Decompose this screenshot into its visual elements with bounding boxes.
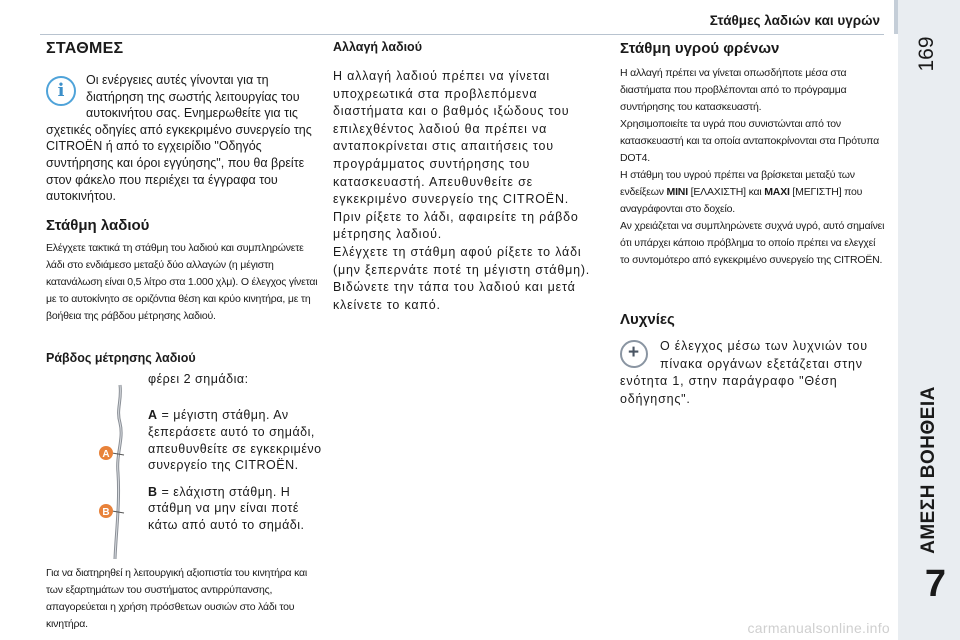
brake-p3-pre: Η στάθμη του υγρού πρέπει να βρίσκεται μεταξύ των ενδείξεων	[620, 169, 855, 198]
dipstick-illustration	[98, 383, 138, 563]
chapter-title-text: ΑΜΕΣΗ ΒΟΗΘΕΙΑ	[918, 386, 939, 554]
column-brake-lamps	[620, 40, 886, 408]
brake-p3-post: [ΜΕΓΙΣΤΗ] που αναγράφονται στο δοχείο.	[620, 186, 863, 215]
brake-paragraph-1: Η αλλαγή πρέπει να γίνεται οπωσδήποτε μέσα στα διαστήματα που προβλέπονται από το πρόγραμμα συντήρησης του κατασκευαστή.	[620, 67, 847, 113]
page-number: 169	[915, 36, 938, 72]
mark-b-letter: B	[148, 484, 158, 499]
oil-change-paragraph-1: Η αλλαγή λαδιού πρέπει να γίνεται υποχρεωτικά στα προβλεπόμενα διαστήματα και ο βαθμός ιξώδους του επιλεχθέντος λαδιού θα πρέπει να ανταποκρίνεται στις απαιτήσεις του προγράμματος συντήρησης του κατασκευαστή. Απευθυνθείτε σε εγκεκριμένο συνεργείο της CITROËN.	[333, 69, 570, 207]
oil-level-title: Στάθμη λαδιού	[46, 216, 150, 234]
brake-fluid-text	[620, 65, 886, 269]
watermark: carmanualsonline.info	[747, 620, 890, 636]
dipstick-illustration-area	[46, 371, 324, 561]
page-header-title: Στάθμες λαδιών και υγρών	[709, 13, 880, 28]
chapter-number: 7	[924, 563, 946, 605]
lamps-title: Λυχνίες	[620, 311, 675, 328]
chapter-title	[902, 380, 956, 560]
oil-change-paragraph-2: Πριν ρίξετε το λάδι, αφαιρείτε τη ράβδο μέτρησης λαδιού.	[333, 209, 579, 242]
oil-level-text: Ελέγχετε τακτικά τη στάθμη του λαδιού και συμπληρώνετε λάδι στο ενδιάμεσο μεταξύ δύο αλλαγών (η μέγιστη κατανάλωση είναι 0,5 λίτρο στα 1.000 χλμ). Ο έλεγχος γίνεται με το αυτοκίνητο σε οριζόντια θέση και κρύο κινητήρα, με τη βοήθεια της ράβδου μέτρησης λαδιού.	[46, 241, 318, 322]
brake-min-label: MINI	[666, 186, 688, 198]
oil-change-title: Αλλαγή λαδιού	[333, 40, 422, 54]
lamps-text: Ο έλεγχος μέσω των λυχνιών του πίνακα οργάνων εξετάζεται στην ενότητα 1, στην παράγραφο "Θέση οδήγησης".	[620, 339, 868, 406]
oil-change-paragraph-3: Ελέγχετε τη στάθμη αφού ρίξετε το λάδι (μην ξεπερνάτε ποτέ τη μέγιστη στάθμη).	[333, 244, 591, 277]
brake-paragraph-4: Αν χρειάζεται να συμπληρώνετε συχνά υγρό, αυτό σημαίνει ότι υπάρχει κάποιο πρόβλημα το οποίο πρέπει να ελεγχεί το συντομότερο από εγκεκριμένο συνεργείο της CITROËN.	[620, 220, 885, 266]
section-title-levels: ΣΤΑΘΜΕΣ	[46, 40, 124, 57]
lamps-note	[620, 338, 886, 408]
mark-a-letter: A	[148, 408, 158, 423]
mark-b-text: = ελάχιστη στάθμη. Η στάθμη να μην είναι ποτέ κάτω από αυτό το σημάδι.	[148, 484, 305, 532]
dipstick-title: Ράβδος μέτρησης λαδιού	[46, 350, 196, 365]
dipstick-intro: φέρει 2 σημάδια:	[148, 371, 249, 386]
column-levels	[46, 40, 324, 633]
marker-a-label: A	[102, 448, 110, 460]
mark-b-description	[148, 484, 324, 534]
additives-footnote: Για να διατηρηθεί η λειτουργική αξιοπιστία του κινητήρα και των εξαρτημάτων του συστήματος αντιρρύπανσης, απαγορεύεται η χρήση πρόσθετων ουσιών στο λάδι του κινητήρα.	[46, 566, 308, 630]
oil-change-text	[333, 68, 605, 314]
brake-fluid-title: Στάθμη υγρού φρένων	[620, 40, 780, 57]
info-note	[46, 72, 324, 205]
brake-paragraph-3	[620, 169, 862, 215]
oil-change-paragraph-4: Βιδώνετε την τάπα του λαδιού και μετά κλείνετε το καπό.	[333, 280, 576, 312]
column-oil-change	[333, 40, 605, 314]
brake-min-translation: [ΕΛΑΧΙΣΤΗ] και	[687, 186, 765, 198]
marker-b-label: B	[102, 506, 110, 518]
header-divider	[40, 34, 884, 35]
brake-max-label: MAXI	[764, 186, 790, 198]
plus-icon: +	[620, 340, 648, 368]
mark-a-text: = μέγιστη στάθμη. Αν ξεπεράσετε αυτό το σημάδι, απευθυνθείτε σε εγκεκριμένο συνεργείο της CITROËN.	[148, 408, 322, 473]
brake-paragraph-2: Χρησιμοποιείτε τα υγρά που συνιστώνται από τον κατασκευαστή και τα οποία ανταποκρίνονται στα Πρότυπα DOT4.	[620, 118, 879, 164]
dipstick-description	[148, 371, 324, 534]
info-note-text: Οι ενέργειες αυτές γίνονται για τη διατήρηση της σωστής λειτουργίας του αυτοκινήτου σας. Ενημερωθείτε για τις σχετικές οδηγίες από εγκεκριμένο συνεργείο της CITROËN ή από το εγχειρίδιο "Οδηγός συντήρησης και όροι εγγύησης", που θα βρείτε στον φάκελο που περιέχει τα έγγραφα του αυτοκινήτου.	[46, 73, 312, 204]
mark-a-description	[148, 407, 324, 473]
info-icon: i	[46, 76, 76, 106]
